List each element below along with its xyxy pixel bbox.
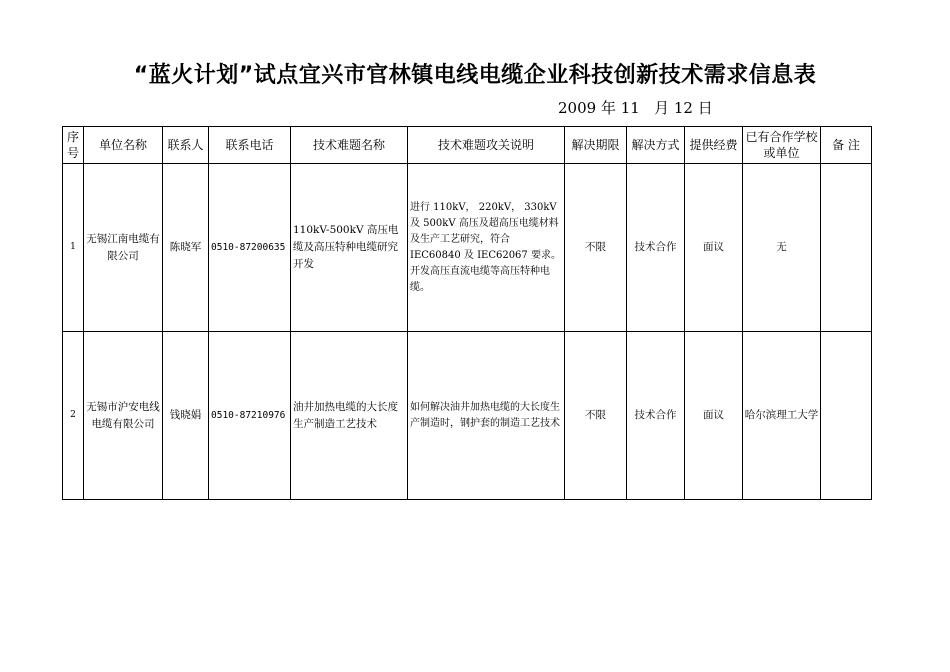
cell-method: 技术合作 <box>627 164 685 332</box>
header-problem-name: 技术难题名称 <box>291 127 408 164</box>
cell-problem-name: 油井加热电缆的大长度生产制造工艺技术 <box>291 332 408 500</box>
header-funding: 提供经费 <box>685 127 743 164</box>
cell-problem-description: 如何解决油井加热电缆的大长度生产制造时，钢护套的制造工艺技术 <box>408 332 565 500</box>
header-partner: 已有合作学校或单位 <box>743 127 821 164</box>
cell-unit-name: 无锡江南电缆有限公司 <box>84 164 163 332</box>
cell-deadline: 不限 <box>565 332 627 500</box>
document-title: “蓝火计划”试点宜兴市官林镇电线电缆企业科技创新技术需求信息表 <box>133 63 817 88</box>
table-row <box>63 164 872 332</box>
header-unit-name: 单位名称 <box>84 127 163 164</box>
header-method: 解决方式 <box>627 127 685 164</box>
requirements-table <box>62 126 872 500</box>
cell-remark <box>821 164 872 332</box>
header-deadline: 解决期限 <box>565 127 627 164</box>
cell-seq: 2 <box>63 332 84 500</box>
cell-method: 技术合作 <box>627 332 685 500</box>
cell-phone: 0510-87200635 <box>209 164 291 332</box>
header-seq: 序号 <box>63 127 84 164</box>
cell-problem-name: 110kV-500kV 高压电缆及高压特种电缆研究开发 <box>291 164 408 332</box>
cell-funding: 面议 <box>685 164 743 332</box>
document-date: 2009 年 11 月 12 日 <box>558 99 713 117</box>
header-contact: 联系人 <box>163 127 209 164</box>
cell-funding: 面议 <box>685 332 743 500</box>
header-remark: 备 注 <box>821 127 872 164</box>
cell-deadline: 不限 <box>565 164 627 332</box>
header-phone: 联系电话 <box>209 127 291 164</box>
cell-partner: 哈尔滨理工大学 <box>743 332 821 500</box>
table-row <box>63 332 872 500</box>
cell-phone: 0510-87210976 <box>209 332 291 500</box>
table-header-row <box>63 127 872 164</box>
cell-problem-description: 进行 110kV， 220kV， 330kV 及 500kV 高压及超高压电缆材料及生产工艺研究，符合 IEC60840 及 IEC62067 要求。开发高压直流电缆等高压特种电缆。 <box>408 164 565 332</box>
header-problem-description: 技术难题攻关说明 <box>408 127 565 164</box>
cell-contact: 钱晓娟 <box>163 332 209 500</box>
cell-remark <box>821 332 872 500</box>
cell-seq: 1 <box>63 164 84 332</box>
cell-unit-name: 无锡市沪安电线电缆有限公司 <box>84 332 163 500</box>
cell-contact: 陈晓军 <box>163 164 209 332</box>
cell-partner: 无 <box>743 164 821 332</box>
